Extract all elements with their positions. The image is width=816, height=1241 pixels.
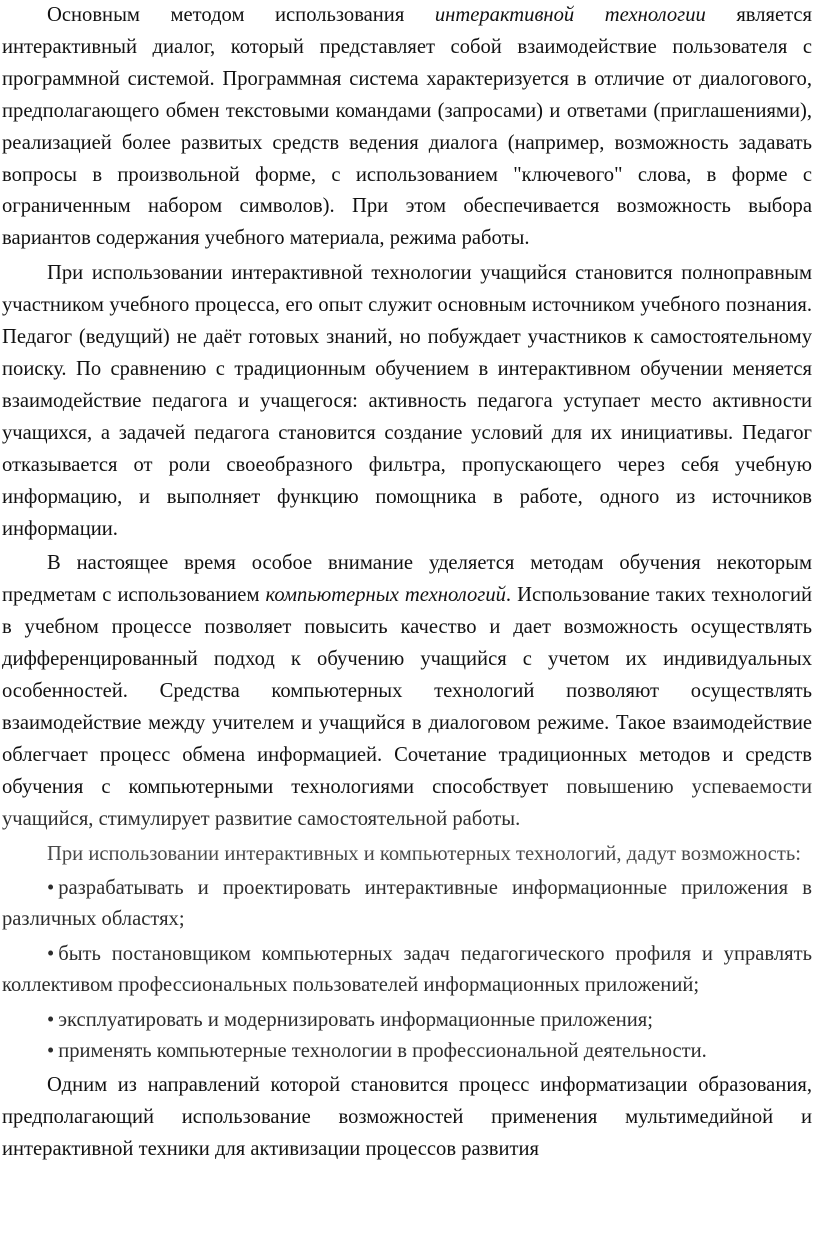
bullet-marker: • xyxy=(47,876,55,899)
list-item-text: разрабатывать и проектировать интерактивные информационные приложения в различных областях; xyxy=(2,876,812,931)
bullet-marker: • xyxy=(47,942,55,965)
list-item xyxy=(2,1036,812,1067)
paragraph-computer-technologies xyxy=(2,548,812,835)
computer-technologies-term: компьютерных технологий xyxy=(265,584,506,607)
paragraph-interactive-dialog xyxy=(2,0,812,255)
paragraph-informatization: Одним из направлений которой становится процесс информатизации образования, предполагающий использование возможностей применения мультимедийной и интерактивной техники для активизации процессов развития xyxy=(2,1074,812,1161)
bullet-marker: • xyxy=(47,1008,55,1031)
list-item-text: применять компьютерные технологии в профессиональной деятельности. xyxy=(58,1040,707,1062)
paragraph-3-text-main: . Использование таких технологий в учебном процессе позволяет повысить качество и дает возможность осуществлять дифференцированный подход к обучению учащийся с учетом их индивидуальных особенностей. Средства компьютерных технологий позволяют осуществлять взаимодействие между учителем и учащийся в диалоговом режиме. Такое взаимодействие облегчает процесс обмена информацией. Сочетание традиционных методов и средств обучения с компьютерными технологиями способствует xyxy=(2,584,812,798)
list-item xyxy=(2,873,812,936)
paragraph-3-text-tail: повышению успеваемости учащийся, стимулирует развитие самостоятельной работы. xyxy=(2,775,813,830)
opportunities-list xyxy=(2,873,812,1067)
paragraph-1-text-start: Основным методом использования xyxy=(47,4,435,26)
paragraph-opportunities-intro: При использовании интерактивных и компьютерных технологий, дадут возможность: xyxy=(47,842,802,865)
list-item-text: эксплуатировать и модернизировать информационные приложения; xyxy=(58,1008,653,1031)
bullet-marker: • xyxy=(47,1040,55,1062)
list-item xyxy=(2,939,812,1002)
list-item-text: быть постановщиком компьютерных задач педагогического профиля и управлять коллективом профессиональных пользователей информационных приложений; xyxy=(2,942,812,997)
paragraph-1-text-end: является интерактивный диалог, который представляет собой взаимодействие пользователя с программной системой. Программная система характеризуется в отличие от диалогового, предполагающего обмен текстовыми командами (запросами) и ответами (приглашениями), реализацией более развитых средств ведения диалога (например, возможность задавать вопросы в произвольной форме, с использованием "ключевого" слова, в форме с ограниченным набором символов). При этом обеспечивается возможность выбора вариантов содержания учебного материала, режима работы. xyxy=(2,4,812,250)
list-item xyxy=(2,1005,812,1036)
paragraph-3-text-start: В настоящее время особое внимание уделяется методам обучения некоторым предметам с использованием xyxy=(2,552,812,607)
interactive-technology-term: интерактивной технологии xyxy=(434,4,706,26)
paragraph-student-participant: При использовании интерактивной технологии учащийся становится полноправным участником учебного процесса, его опыт служит основным источником учебного познания. Педагог (ведущий) не даёт готовых знаний, но побуждает участников к самостоятельному поиску. По сравнению с традиционным обучением в интерактивном обучении меняется взаимодействие педагога и учащегося: активность педагога уступает место активности учащихся, а задачей педагога становится создание условий для их инициативы. Педагог отказывается от роли своеобразного фильтра, пропускающего через себя учебную информацию, и выполняет функцию помощника в работе, одного из источников информации. xyxy=(2,262,812,540)
